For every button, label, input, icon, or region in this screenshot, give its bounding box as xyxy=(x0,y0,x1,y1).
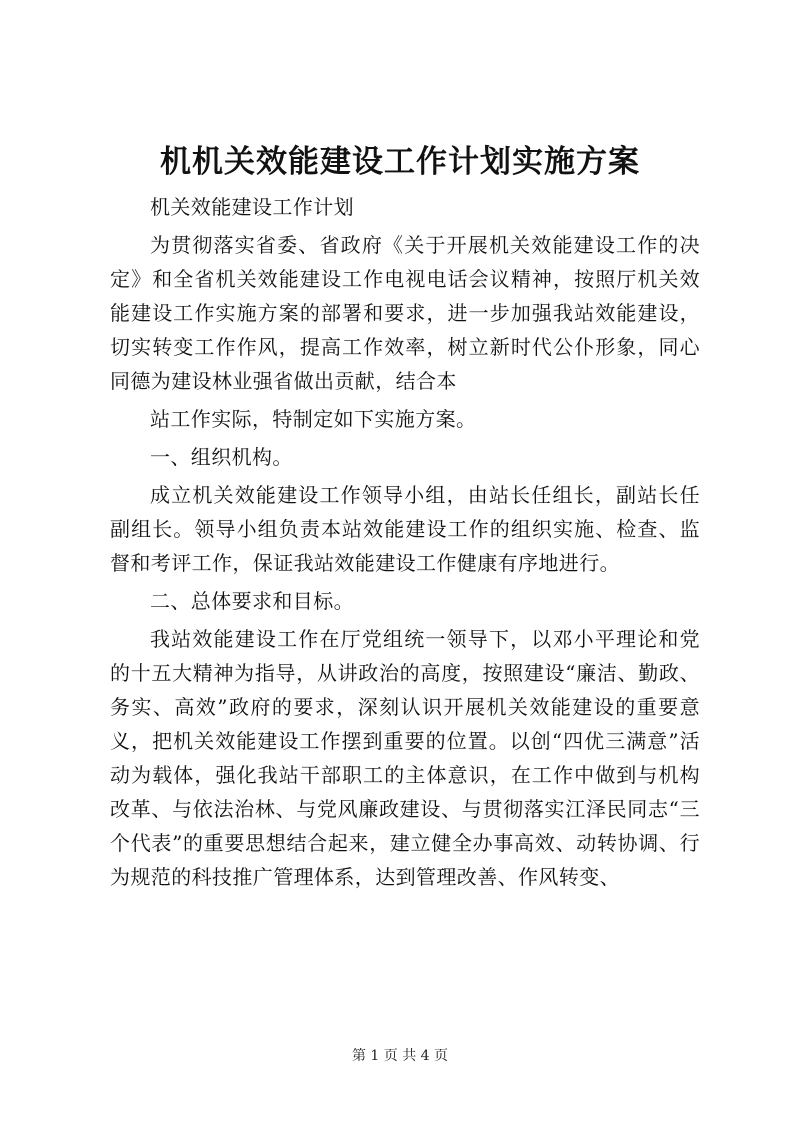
section-heading-requirements: 二、总体要求和目标。 xyxy=(150,589,354,613)
page-footer: 第 1 页 共 4 页 xyxy=(351,1048,449,1064)
document-body xyxy=(110,190,700,898)
paragraph-subtitle: 机关效能建设工作计划 xyxy=(150,195,354,219)
document-title: 机机关效能建设工作计划实施方案 xyxy=(160,144,640,180)
section-heading-organization: 一、组织机构。 xyxy=(150,445,293,469)
paragraph-intro: 为贯彻落实省委、省政府《关于开展机关效能建设工作的决定》和全省机关效能建设工作电视电话会议精神，按照厅机关效能建设工作实施方案的部署和要求，进一步加强我站效能建设，切实转变工作作风，提高工作效率，树立新时代公仆形象，同心同德为建设林业强省做出贡献，结合本 xyxy=(110,233,700,393)
paragraph-requirements: 我站效能建设工作在厅党组统一领导下，以邓小平理论和党的十五大精神为指导，从讲政治的高度，按照建设“廉洁、勤政、务实、高效”政府的要求，深刻认识开展机关效能建设的重要意义，把机关效能建设工作摆到重要的位置。以创“四优三满意”活动为载体，强化我站干部职工的主体意识，在工作中做到与机构改革、与依法治林、与党风廉政建设、与贯彻落实江泽民同志“三个代表”的重要思想结合起来，建立健全办事高效、动转协调、行为规范的科技推广管理体系，达到管理改善、作风转变、 xyxy=(110,627,700,889)
paragraph-organization: 成立机关效能建设工作领导小组，由站长任组长，副站长任副组长。领导小组负责本站效能建设工作的组织实施、检查、监督和考评工作，保证我站效能建设工作健康有序地进行。 xyxy=(110,483,700,575)
paragraph-intro-continued: 站工作实际，特制定如下实施方案。 xyxy=(150,407,477,431)
